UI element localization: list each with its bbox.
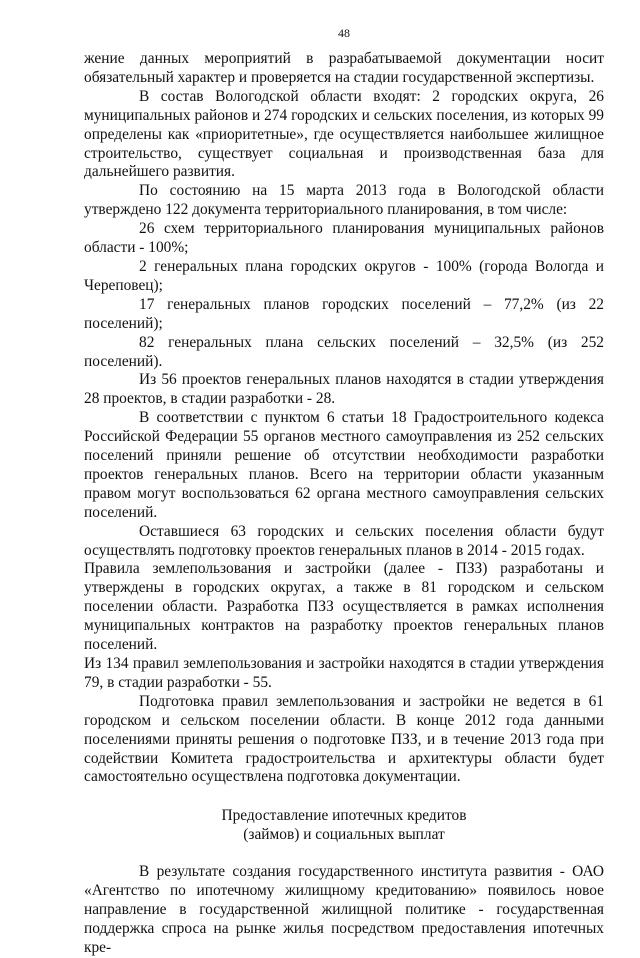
paragraph: По состоянию на 15 марта 2013 года в Вологодской области утверждено 122 документа территориального планирования, в том числе: [84,182,604,219]
list-item-paragraph: 26 схем территориального планирования муниципальных районов области - 100%; [84,220,604,257]
section-heading-line1: Предоставление ипотечных кредитов [221,807,467,825]
body-text-top [84,50,604,787]
section-gap [84,787,604,806]
paragraph: В состав Вологодской области входят: 2 городских округа, 26 муниципальных районов и 274 городских и сельских поселения, из которых 99 определены как «приоритетные», где осуществляется наибольшее жилищное строительство, существует социальная и производственная база для дальнейшего развития. [84,87,604,181]
section-gap [84,844,604,863]
paragraph: В соответствии с пунктом 6 статьи 18 Градостроительного кодекса Российской Федерации 55 органов местного самоуправления из 252 сельских поселений приняли решение об отсутствии необходимости разработки проектов генеральных планов. Всего на территории области указанным правом могут воспользоваться 62 органа местного самоуправления сельских поселений. [84,409,604,521]
list-item-paragraph: 2 генеральных плана городских округов - 100% (города Вологда и Череповец); [84,257,604,294]
list-item-paragraph: 82 генеральных плана сельских поселений – 32,5% (из 252 поселений). [84,333,604,370]
list-item-paragraph: 17 генеральных планов городских поселений – 77,2% (из 22 поселений); [84,295,604,332]
paragraph: Оставшиеся 63 городских и сельских поселения области будут осуществлять подготовку проектов генеральных планов в 2014 - 2015 годах. [84,522,604,559]
page-number: 48 [338,26,350,40]
paragraph: Правила землепользования и застройки (далее - ПЗЗ) разработаны и утверждены в городских округах, а также в 81 городском и сельском поселении области. Разработка ПЗЗ осуществляется в рамках исполнения муниципальных контрактов на разработку проектов генеральных планов поселений. [84,560,604,654]
paragraph: В результате создания государственного института развития - ОАО «Агентство по ипотечному жилищному кредитованию» появилось новое направление в государственной жилищной политике - государственная поддержка спроса на рынке жилья посредством предоставления ипотечных кре- [84,863,604,956]
paragraph: Подготовка правил землепользования и застройки не ведется в 61 городском и сельском поселении области. В конце 2012 года данными поселениями приняты решения о подготовке ПЗЗ, и в течение 2013 года при содействии Комитета градостроительства и архитектуры области будет самостоятельно осуществлена подготовка документации. [84,692,604,786]
section-heading-line2: (займов) и социальных выплат [243,826,445,844]
paragraph: Из 134 правил землепользования и застройки находятся в стадии утверждения 79, в стадии разработки - 55. [84,655,604,691]
section-heading [84,806,604,844]
paragraph: Из 56 проектов генеральных планов находятся в стадии утверждения 28 проектов, в стадии разработки - 28. [84,371,604,408]
paragraph: жение данных мероприятий в разрабатываемой документации носит обязательный характер и проверяется на стадии государственной экспертизы. [84,50,604,86]
body-text-bottom [84,863,604,958]
